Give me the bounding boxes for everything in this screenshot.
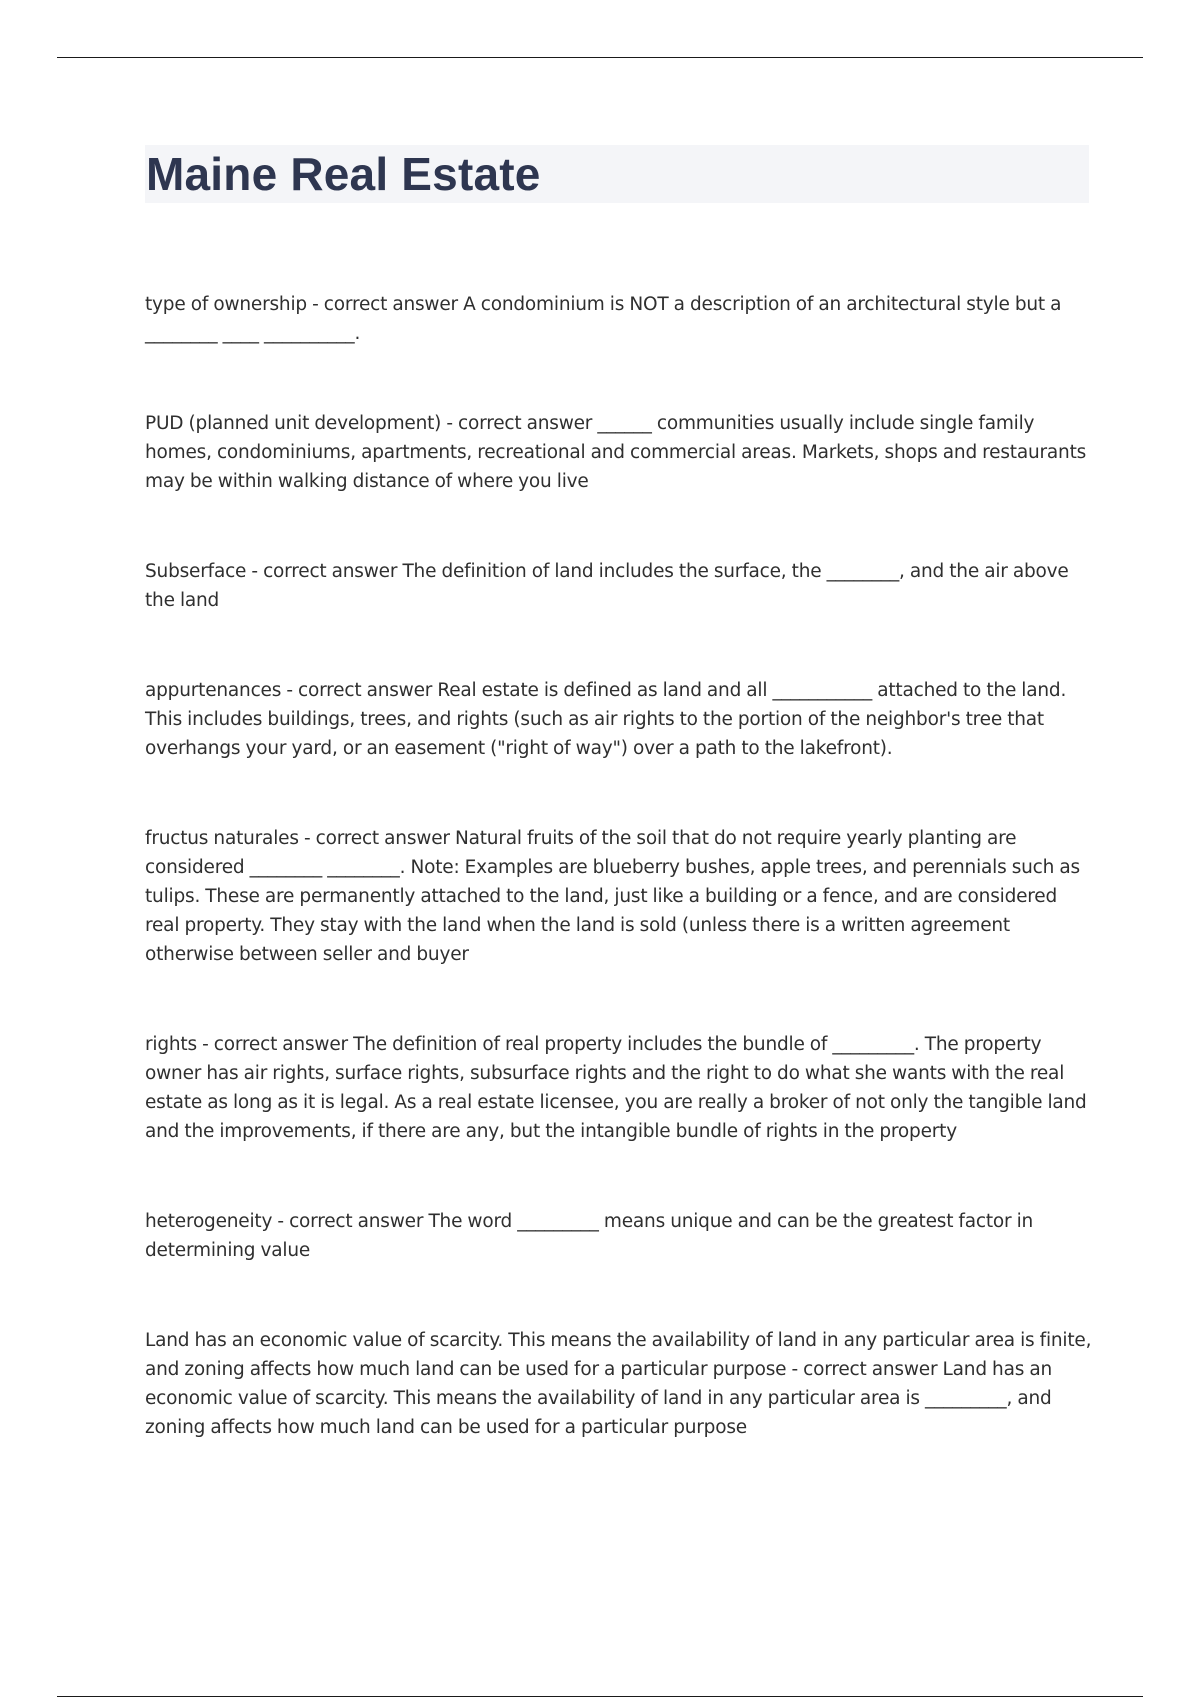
flashcard-list — [145, 290, 1093, 1442]
card-separator: - correct answer — [786, 1359, 943, 1380]
card-separator: - correct answer — [441, 413, 598, 434]
flashcard-item — [145, 1207, 1093, 1265]
card-term: PUD (planned unit development) — [145, 413, 442, 434]
card-term: type of ownership — [145, 294, 307, 315]
page-title: Maine Real Estate — [146, 148, 541, 200]
top-rule — [57, 57, 1143, 58]
card-separator: - correct answer — [196, 1034, 354, 1055]
card-definition: Real estate is defined as land and all ___________ attached to the land. This includes buildings, trees, and rights (such as air rights to the portion of the neighbor's tree that overhangs your yard, or an easement ("right of way") over a path to the lakefront). — [145, 680, 1067, 759]
card-separator: - correct answer — [306, 294, 464, 315]
flashcard-item — [145, 824, 1093, 969]
card-term: heterogeneity — [145, 1211, 273, 1232]
card-definition: Natural fruits of the soil that do not require yearly planting are considered ________ ________. Note: Examples are blueberry bushes, apple trees, and perennials such as tulips. These are permanently attached to the land, just like a building or a fence, and are considered real property. They stay with the land when the land is sold (unless there is a written agreement otherwise between seller and buyer — [145, 828, 1080, 965]
flashcard-item — [145, 1030, 1093, 1146]
card-separator: - correct answer — [298, 828, 455, 849]
flashcard-item — [145, 1326, 1093, 1442]
flashcard-item — [145, 676, 1093, 763]
card-separator: - correct answer — [246, 561, 403, 582]
card-separator: - correct answer — [281, 680, 438, 701]
card-definition: ______ communities usually include single family homes, condominiums, apartments, recreational and commercial areas. Markets, shops and restaurants may be within walking distance of where you live — [145, 413, 1087, 492]
flashcard-item — [145, 409, 1093, 496]
card-term: fructus naturales — [145, 828, 299, 849]
card-term: appurtenances — [145, 680, 282, 701]
card-definition: The word _________ means unique and can be the greatest factor in determining value — [145, 1211, 1034, 1261]
card-definition: A condominium is NOT a description of an architectural style but a ________ ____ __________. — [145, 294, 1062, 344]
flashcard-item — [145, 290, 1093, 348]
card-term: rights — [145, 1034, 197, 1055]
card-term: Land has an economic value of scarcity. This means the availability of land in any particular area is finite, and zoning affects how much land can be used for a particular purpose — [145, 1330, 1092, 1380]
flashcard-item — [145, 557, 1093, 615]
card-term: Subserface — [145, 561, 247, 582]
card-definition: Land has an economic value of scarcity. This means the availability of land in any particular area is _________, and zoning affects how much land can be used for a particular purpose — [145, 1359, 1052, 1438]
card-definition: The definition of real property includes the bundle of _________. The property owner has air rights, surface rights, subsurface rights and the right to do what she wants with the real estate as long as it is legal. As a real estate licensee, you are really a broker of not only the tangible land and the improvements, if there are any, but the intangible bundle of rights in the property — [145, 1034, 1087, 1142]
card-definition: The definition of land includes the surface, the ________, and the air above the land — [145, 561, 1069, 611]
card-separator: - correct answer — [272, 1211, 429, 1232]
bottom-rule — [57, 1696, 1143, 1697]
